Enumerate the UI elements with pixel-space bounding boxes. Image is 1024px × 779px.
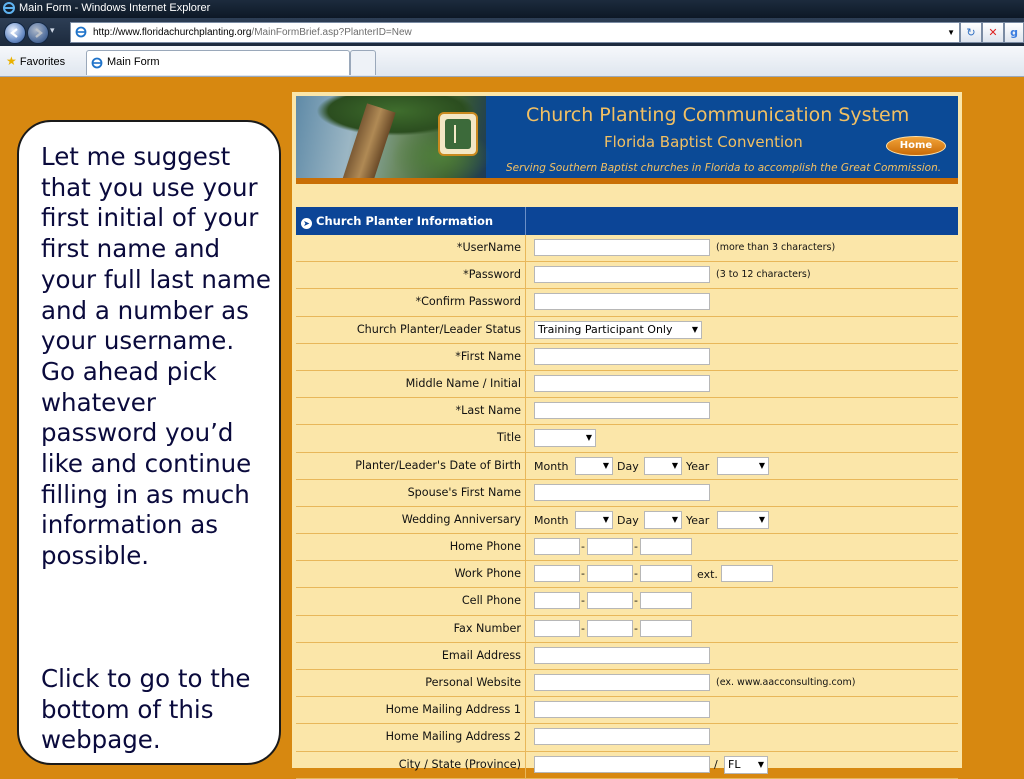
web-page (292, 92, 962, 771)
forward-button[interactable] (27, 22, 49, 44)
callout-paragraph-2[interactable]: Click to go to the bottom of this webpage. (41, 664, 251, 755)
new-tab-button[interactable] (350, 50, 376, 75)
address2-label: Home Mailing Address 2 (296, 724, 526, 750)
refresh-icon: ↻ (966, 26, 976, 39)
refresh-button[interactable] (960, 22, 982, 43)
address2-input[interactable] (534, 728, 710, 745)
arrow-circle-icon: ➤ (301, 218, 312, 229)
row-address2 (296, 724, 958, 751)
username-input[interactable] (534, 239, 710, 256)
instruction-callout (17, 120, 281, 765)
last-name-input[interactable] (534, 402, 710, 419)
cell-phone-area-input[interactable] (534, 592, 580, 609)
palm-tree-photo (296, 96, 486, 178)
middle-name-label: Middle Name / Initial (296, 371, 526, 397)
dropdown-caret-icon: ▼ (758, 460, 765, 470)
phone-separator: - (581, 621, 585, 635)
church-planter-form (296, 207, 958, 779)
dropdown-caret-icon: ▼ (585, 433, 592, 443)
address1-input[interactable] (534, 701, 710, 718)
fax-label: Fax Number (296, 616, 526, 642)
dob-day-select[interactable] (644, 457, 682, 475)
title-label: Title (296, 425, 526, 451)
home-phone-area-input[interactable] (534, 538, 580, 555)
callout-paragraph-1: Let me suggest that you use your first initial of your first name and your full last name and a number as your username. Go ahead pick whatever password you’d like and continue filling in as much information as possible. (41, 142, 271, 571)
password-input[interactable] (534, 266, 710, 283)
dob-label: Planter/Leader's Date of Birth (296, 453, 526, 479)
ie-icon (3, 2, 15, 14)
back-icon (9, 27, 21, 39)
url-domain: http://www.floridachurchplanting.org (93, 27, 252, 38)
banner-title: Church Planting Communication System (526, 104, 910, 126)
tab-ie-icon (91, 57, 103, 69)
favorites-button[interactable] (6, 54, 65, 68)
banner-divider (296, 178, 958, 184)
dropdown-caret-icon: ▼ (758, 514, 765, 524)
dob-month-label: Month (534, 459, 569, 473)
username-label: *UserName (296, 235, 526, 261)
row-email (296, 643, 958, 670)
email-label: Email Address (296, 643, 526, 669)
cell-phone-prefix-input[interactable] (587, 592, 633, 609)
phone-separator: - (581, 540, 585, 554)
row-middle-name (296, 371, 958, 398)
anniv-day-select[interactable] (644, 511, 682, 529)
address1-label: Home Mailing Address 1 (296, 697, 526, 723)
tab-main-form[interactable] (86, 50, 350, 75)
dropdown-caret-icon: ▼ (671, 514, 678, 524)
last-name-label: *Last Name (296, 398, 526, 424)
city-state-separator: / (714, 757, 718, 771)
page-ie-icon (75, 26, 87, 38)
fax-prefix-input[interactable] (587, 620, 633, 637)
dropdown-caret-icon: ▼ (691, 324, 698, 334)
phone-separator: - (634, 594, 638, 608)
row-fax (296, 616, 958, 643)
city-state-label: City / State (Province) (296, 752, 526, 778)
google-icon: g (1010, 26, 1018, 39)
banner-subtitle: Florida Baptist Convention (604, 133, 803, 151)
form-header-text: Church Planter Information (316, 214, 494, 228)
status-value: Training Participant Only (538, 322, 673, 336)
row-last-name (296, 398, 958, 425)
forward-icon (32, 27, 44, 39)
tab-title: Main Form (107, 56, 160, 68)
search-provider-button[interactable] (1004, 22, 1024, 43)
first-name-input[interactable] (534, 348, 710, 365)
fax-line-input[interactable] (640, 620, 692, 637)
row-work-phone (296, 561, 958, 588)
anniv-month-select[interactable] (575, 511, 613, 529)
dropdown-caret-icon: ▼ (757, 759, 764, 769)
row-address1 (296, 697, 958, 724)
anniv-year-select[interactable] (717, 511, 769, 529)
spouse-input[interactable] (534, 484, 710, 501)
anniv-year-label: Year (686, 513, 710, 527)
back-button[interactable] (4, 22, 26, 44)
anniv-day-label: Day (617, 513, 639, 527)
first-name-label: *First Name (296, 344, 526, 370)
window-titlebar (0, 0, 1024, 18)
address-bar[interactable] (70, 22, 960, 43)
stop-icon: ✕ (988, 26, 998, 39)
anniversary-label: Wedding Anniversary (296, 507, 526, 533)
status-select[interactable] (534, 321, 702, 339)
work-phone-label: Work Phone (296, 561, 526, 587)
work-phone-prefix-input[interactable] (587, 565, 633, 582)
row-username (296, 235, 958, 262)
dob-year-label: Year (686, 459, 710, 473)
row-first-name (296, 344, 958, 371)
row-website (296, 670, 958, 697)
row-city-state (296, 752, 958, 779)
row-spouse (296, 480, 958, 507)
url-text (93, 23, 412, 42)
dropdown-caret-icon: ▼ (671, 460, 678, 470)
work-phone-line-input[interactable] (640, 565, 692, 582)
middle-name-input[interactable] (534, 375, 710, 392)
state-value: FL (728, 757, 741, 771)
email-input[interactable] (534, 647, 710, 664)
state-select[interactable] (724, 756, 768, 774)
history-dropdown-icon[interactable]: ▾ (50, 26, 55, 36)
status-label: Church Planter/Leader Status (296, 317, 526, 343)
banner-tagline: Serving Southern Baptist churches in Florida to accomplish the Great Commission. (506, 162, 942, 174)
phone-separator: - (581, 567, 585, 581)
website-label: Personal Website (296, 670, 526, 696)
dropdown-caret-icon: ▼ (602, 460, 609, 470)
row-cell-phone (296, 588, 958, 615)
work-phone-ext-input[interactable] (721, 565, 773, 582)
home-phone-line-input[interactable] (640, 538, 692, 555)
home-phone-label: Home Phone (296, 534, 526, 560)
username-hint: (more than 3 characters) (716, 242, 836, 253)
navigation-bar (0, 18, 1024, 46)
work-phone-area-input[interactable] (534, 565, 580, 582)
row-status (296, 317, 958, 344)
window-title: Main Form - Windows Internet Explorer (19, 2, 211, 14)
confirm-password-label: *Confirm Password (296, 289, 526, 315)
phone-separator: - (634, 567, 638, 581)
row-dob (296, 453, 958, 480)
convention-logo (438, 112, 478, 156)
url-path: /MainFormBrief.asp?PlanterID=New (251, 27, 412, 38)
password-hint: (3 to 12 characters) (716, 269, 811, 281)
site-banner (296, 96, 958, 178)
title-select[interactable] (534, 429, 596, 447)
form-header-label (296, 207, 526, 235)
row-anniversary (296, 507, 958, 534)
favorites-label: Favorites (19, 56, 66, 68)
phone-separator: - (581, 594, 585, 608)
phone-separator: - (634, 540, 638, 554)
cell-phone-line-input[interactable] (640, 592, 692, 609)
stop-button[interactable] (982, 22, 1004, 43)
favorites-star-icon: ★ (6, 54, 17, 68)
form-header (296, 207, 958, 235)
home-phone-prefix-input[interactable] (587, 538, 633, 555)
home-button[interactable]: Home (886, 136, 946, 156)
row-password (296, 262, 958, 289)
fax-area-input[interactable] (534, 620, 580, 637)
password-label: *Password (296, 262, 526, 288)
dob-month-select[interactable] (575, 457, 613, 475)
dob-day-label: Day (617, 459, 639, 473)
row-home-phone (296, 534, 958, 561)
website-hint: (ex. www.aacconsulting.com) (716, 677, 856, 688)
row-confirm-password (296, 289, 958, 316)
confirm-password-input[interactable] (534, 293, 710, 310)
work-phone-ext-label: ext. (697, 568, 718, 582)
phone-separator: - (634, 621, 638, 635)
anniv-month-label: Month (534, 513, 569, 527)
dob-year-select[interactable] (717, 457, 769, 475)
favorites-bar (0, 46, 1024, 77)
address-dropdown-icon[interactable]: ▼ (947, 28, 955, 37)
row-title (296, 425, 958, 452)
dropdown-caret-icon: ▼ (602, 514, 609, 524)
spouse-label: Spouse's First Name (296, 480, 526, 506)
city-input[interactable] (534, 756, 710, 773)
website-input[interactable] (534, 674, 710, 691)
cell-phone-label: Cell Phone (296, 588, 526, 614)
